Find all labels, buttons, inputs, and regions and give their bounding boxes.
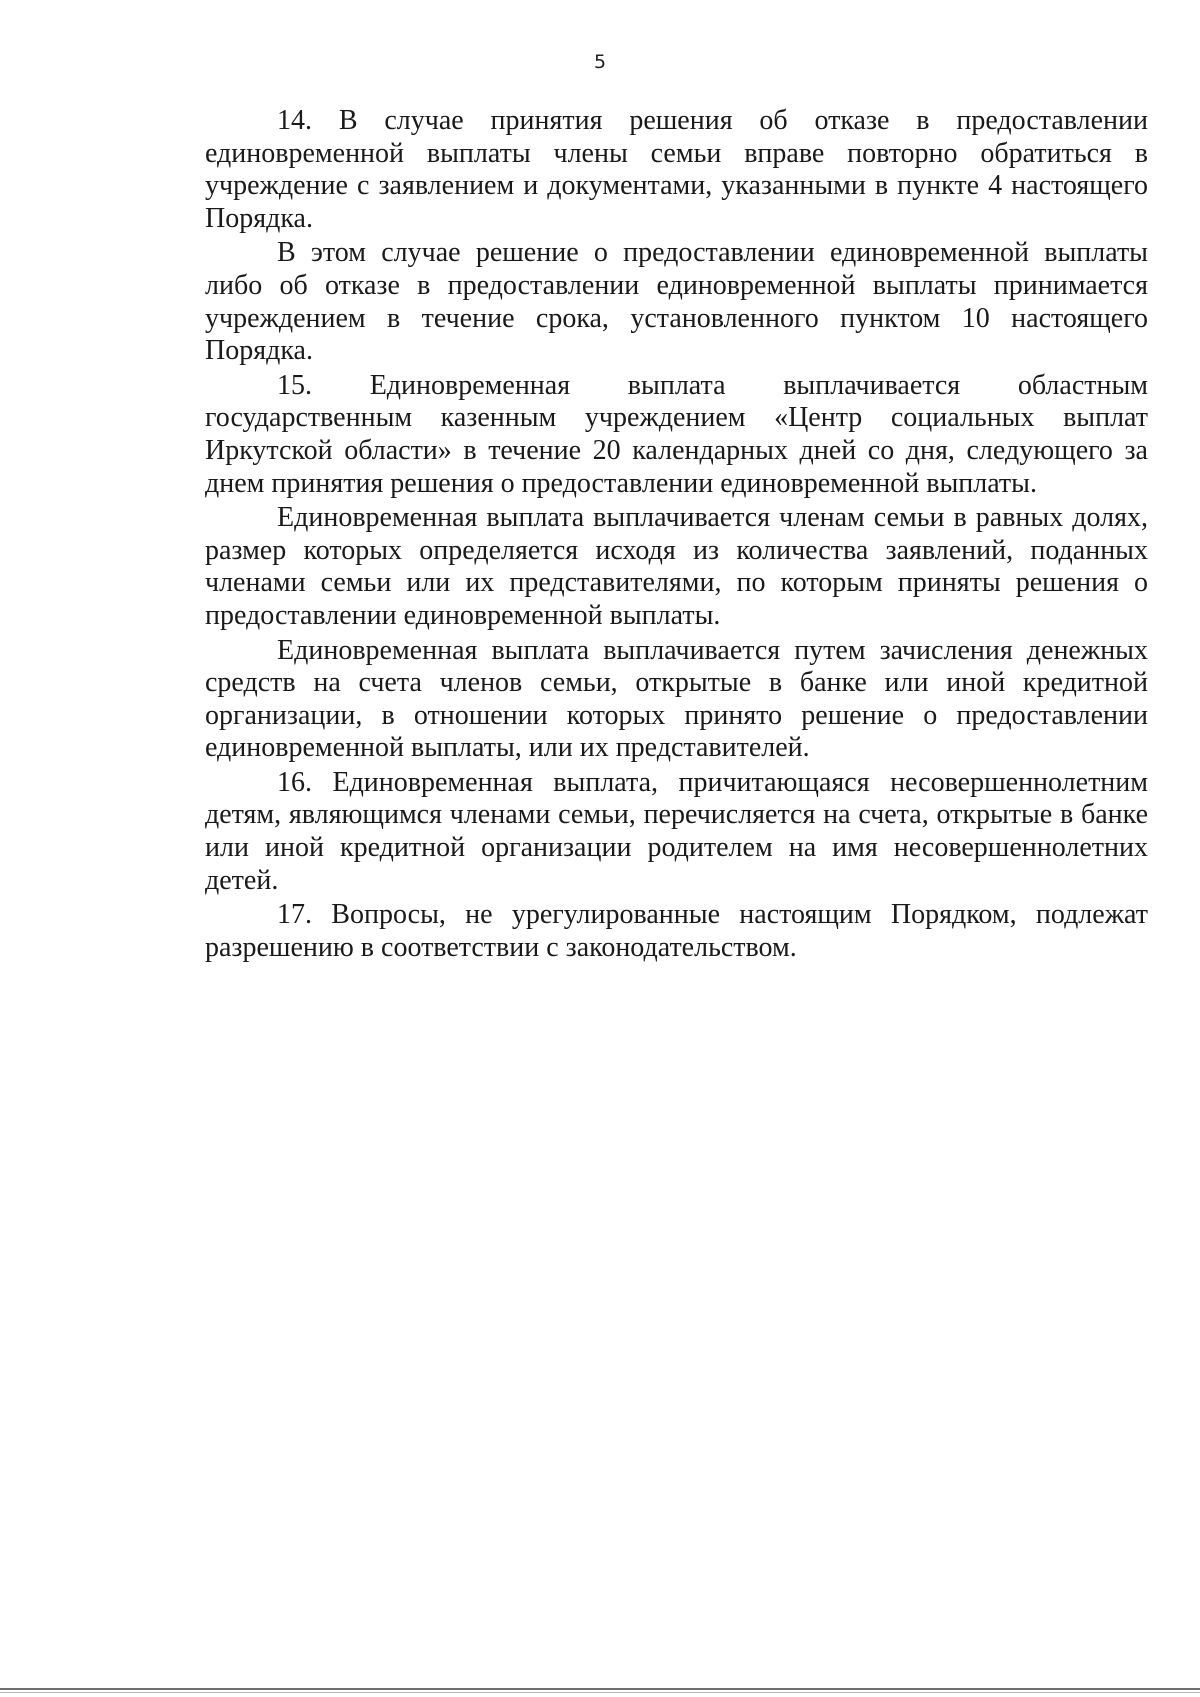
paragraph-16: 16. Единовременная выплата, причитающаяся несовершеннолетним детям, являющимся членами семьи, перечисляется на счета, открытые в банке или иной кредитной организации родителем на имя несовершеннолетних детей. xyxy=(205,766,1148,896)
paragraph-14: 14. В случае принятия решения об отказе в предоставлении единовременной выплаты члены семьи вправе повторно обратиться в учреждение с заявлением и документами, указанными в пункте 4 настоящего Порядка. xyxy=(205,105,1148,234)
document-body xyxy=(205,105,1148,966)
page-number: 5 xyxy=(593,51,607,73)
paragraph-15-accounts: Единовременная выплата выплачивается путем зачисления денежных средств на счета членов семьи, открытые в банке или иной кредитной организации, в отношении которых принято решение о предоставлении единовременной выплаты, или их представителей. xyxy=(205,634,1148,764)
paragraph-17: 17. Вопросы, не урегулированные настоящим Порядком, подлежат разрешению в соответствии с законодательством. xyxy=(205,899,1148,963)
paragraph-15: 15. Единовременная выплата выплачивается областным государственным казенным учреждением «Центр социальных выплат Иркутской области» в течение 20 календарных дней со дня, следующего за днем принятия решения о предоставлении единовременной выплаты. xyxy=(205,369,1148,499)
scan-bottom-edge xyxy=(0,1688,1200,1690)
paragraph-14-continuation: В этом случае решение о предоставлении единовременной выплаты либо об отказе в предоставлении единовременной выплаты принимается учреждением в течение срока, установленного пунктом 10 настоящего Порядка. xyxy=(205,237,1148,367)
scan-bottom-edge-shadow xyxy=(0,1692,1200,1693)
paragraph-15-shares: Единовременная выплата выплачивается членам семьи в равных долях, размер которых определяется исходя из количества заявлений, поданных членами семьи или их представителями, по которым приняты решения о предоставлении единовременной выплаты. xyxy=(205,502,1148,631)
